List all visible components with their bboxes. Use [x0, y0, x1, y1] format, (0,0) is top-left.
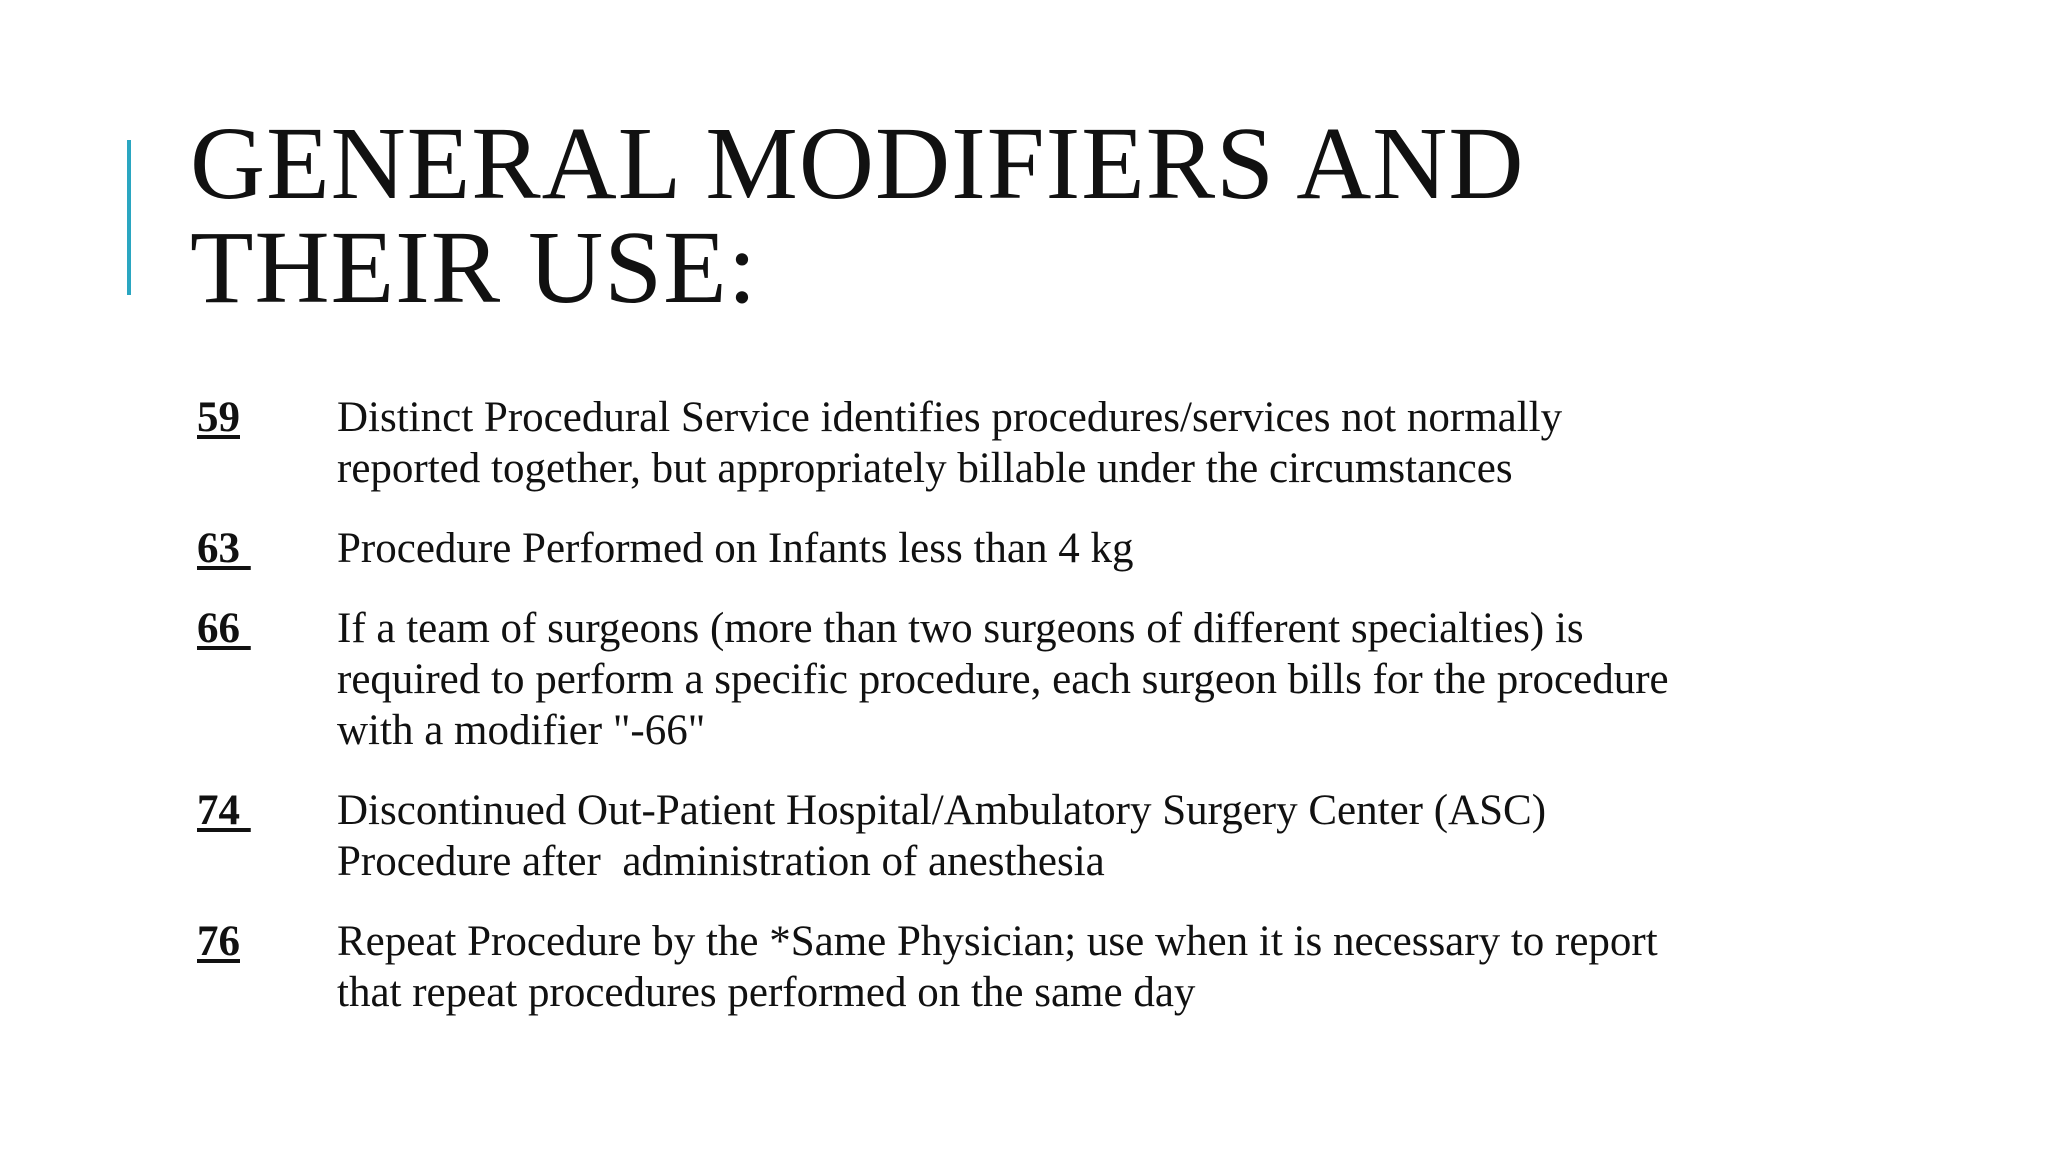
modifier-code: 59: [197, 394, 240, 441]
modifier-description: Procedure Performed on Infants less than 4 kg: [337, 525, 1134, 572]
modifier-code: 74: [197, 787, 251, 834]
modifier-item-66: [197, 603, 1857, 756]
modifier-code: 66: [197, 605, 251, 652]
modifier-description: If a team of surgeons (more than two surgeons of different specialties) is required to perform a specific procedure, each surgeon bills for the procedure with a modifier "-66": [337, 605, 1669, 754]
modifier-item-76: [197, 916, 1857, 1018]
modifier-description: Discontinued Out-Patient Hospital/Ambulatory Surgery Center (ASC) Procedure after administration of anesthesia: [337, 787, 1547, 885]
modifier-item-74: [197, 785, 1857, 887]
title-accent-bar: [127, 140, 131, 295]
slide-title: [190, 106, 1890, 325]
modifier-item-59: [197, 392, 1857, 494]
modifier-list: [197, 392, 1857, 1047]
slide-title-line-2: THEIR USE:: [190, 210, 758, 325]
slide-title-line-1: GENERAL MODIFIERS AND: [190, 106, 1525, 221]
modifier-code: 76: [197, 918, 240, 965]
modifier-code: 63: [197, 525, 251, 572]
modifier-item-63: [197, 523, 1857, 574]
modifier-description: Distinct Procedural Service identifies procedures/services not normally reported together, but appropriately billable under the circumstances: [337, 394, 1563, 492]
modifier-description: Repeat Procedure by the *Same Physician; use when it is necessary to report that repeat procedures performed on the same day: [337, 918, 1658, 1016]
